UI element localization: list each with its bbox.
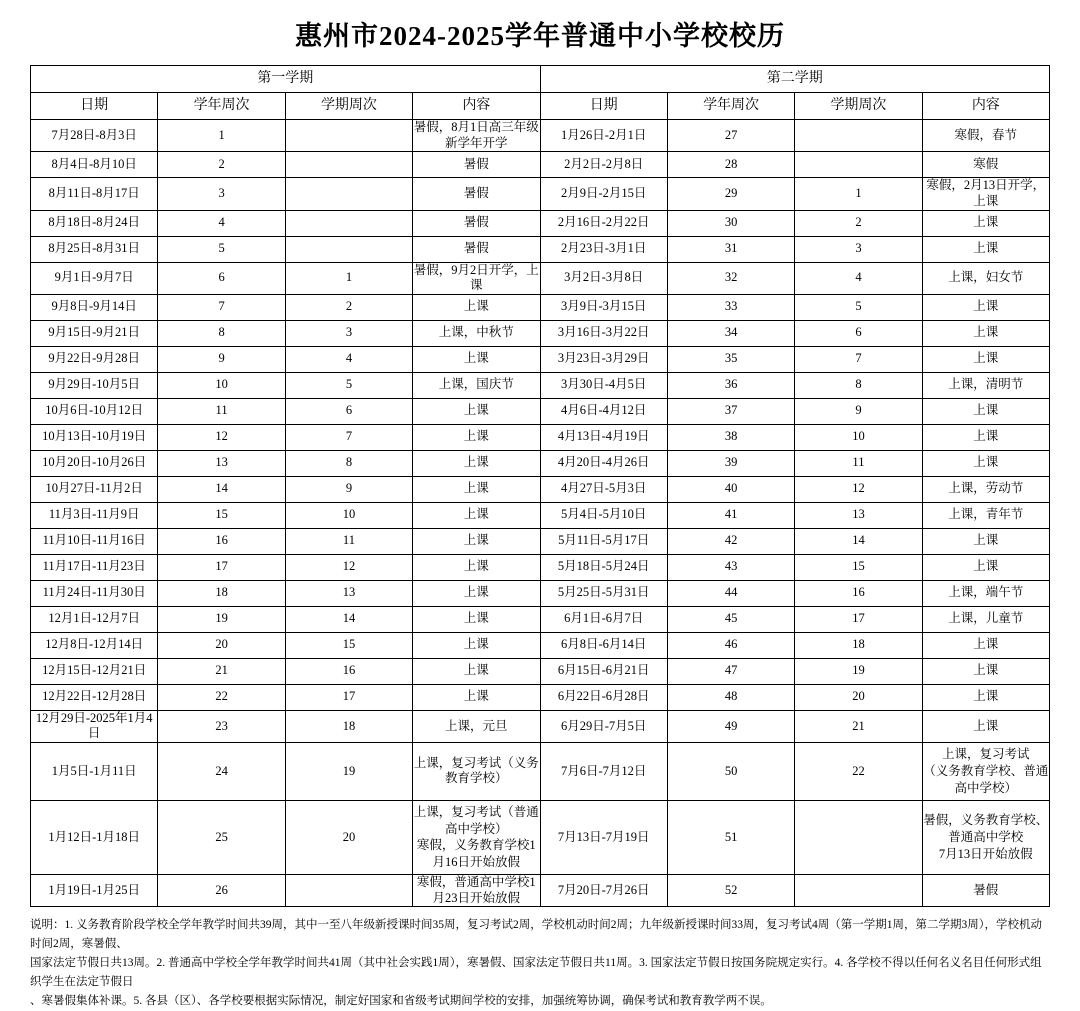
- cell-term-week-s2: 16: [795, 580, 922, 606]
- cell-term-week-s2: 1: [795, 178, 922, 210]
- cell-school-week-s1: 9: [158, 346, 285, 372]
- cell-date-s1: 9月22日-9月28日: [31, 346, 158, 372]
- cell-date-s2: 7月20日-7月26日: [540, 875, 667, 907]
- cell-date-s1: 10月13日-10月19日: [31, 424, 158, 450]
- cell-date-s1: 9月15日-9月21日: [31, 320, 158, 346]
- cell-content-s1: [413, 800, 540, 875]
- cell-date-s2: 4月6日-4月12日: [540, 398, 667, 424]
- cell-school-week-s1: 22: [158, 684, 285, 710]
- cell-school-week-s1: 21: [158, 658, 285, 684]
- cell-term-week-s2: 22: [795, 743, 922, 801]
- table-row: [31, 743, 1050, 801]
- cell-content-s1: 暑假: [413, 236, 540, 262]
- cell-term-week-s1: 17: [285, 684, 412, 710]
- cell-content-s2: 上课: [922, 710, 1049, 742]
- cell-content-s2-line2: 7月13日开始放假: [938, 846, 1033, 861]
- col-header-school-week-s1: 学年周次: [158, 93, 285, 120]
- cell-date-s2: 2月23日-3月1日: [540, 236, 667, 262]
- cell-term-week-s2: 4: [795, 262, 922, 294]
- table-row: [31, 800, 1050, 875]
- footnote-line-2: 国家法定节假日共13周。2. 普通高中学校全学年教学时间共41周（其中社会实践1周），寒暑假、国家法定节假日共11周。3. 国家法定节假日按国务院规定实行。4. 各学校不得以任何名义名目任何形式组织学生在法定节假日: [30, 957, 1042, 989]
- footnote-line-3: 、寒暑假集体补课。5. 各县（区）、各学校要根据实际情况，制定好国家和省级考试期间学校的安排，加强统筹协调，确保考试和教育教学两不误。: [30, 995, 772, 1008]
- cell-school-week-s2: 30: [667, 210, 794, 236]
- cell-date-s2: 3月30日-4月5日: [540, 372, 667, 398]
- cell-content-s1: 上课，中秋节: [413, 320, 540, 346]
- cell-school-week-s2: 44: [667, 580, 794, 606]
- cell-term-week-s2: [795, 875, 922, 907]
- semester-1-header: 第一学期: [31, 66, 541, 93]
- cell-school-week-s2: 40: [667, 476, 794, 502]
- cell-term-week-s2: 15: [795, 554, 922, 580]
- table-row: [31, 236, 1050, 262]
- cell-date-s2: 6月22日-6月28日: [540, 684, 667, 710]
- cell-date-s2: 2月2日-2月8日: [540, 152, 667, 178]
- cell-school-week-s2: 31: [667, 236, 794, 262]
- cell-term-week-s1: 12: [285, 554, 412, 580]
- column-header-row: [31, 93, 1050, 120]
- cell-content-s1: 上课: [413, 658, 540, 684]
- cell-content-s1: 上课: [413, 528, 540, 554]
- cell-term-week-s1: [285, 152, 412, 178]
- cell-content-s1: 上课，国庆节: [413, 372, 540, 398]
- col-header-term-week-s1: 学期周次: [285, 93, 412, 120]
- cell-content-s1-line1: 上课，复习考试（普通高中学校）: [413, 804, 539, 836]
- cell-date-s2: 6月29日-7月5日: [540, 710, 667, 742]
- cell-content-s2: 上课: [922, 294, 1049, 320]
- cell-school-week-s1: 19: [158, 606, 285, 632]
- cell-school-week-s1: 4: [158, 210, 285, 236]
- table-row: [31, 294, 1050, 320]
- table-row: [31, 346, 1050, 372]
- page-title: 惠州市2024-2025学年普通中小学校校历: [295, 21, 785, 51]
- cell-school-week-s2: 49: [667, 710, 794, 742]
- cell-school-week-s1: 5: [158, 236, 285, 262]
- table-header: [31, 66, 1050, 120]
- cell-school-week-s2: 50: [667, 743, 794, 801]
- cell-date-s2: 5月18日-5月24日: [540, 554, 667, 580]
- cell-term-week-s2: [795, 800, 922, 875]
- cell-term-week-s1: 15: [285, 632, 412, 658]
- cell-content-s1: 暑假: [413, 210, 540, 236]
- cell-school-week-s1: 11: [158, 398, 285, 424]
- col-header-content-s1: 内容: [413, 93, 540, 120]
- cell-school-week-s1: 15: [158, 502, 285, 528]
- cell-date-s1: 12月15日-12月21日: [31, 658, 158, 684]
- cell-school-week-s2: 42: [667, 528, 794, 554]
- cell-term-week-s1: 1: [285, 262, 412, 294]
- cell-content-s1: 上课: [413, 294, 540, 320]
- cell-school-week-s2: 47: [667, 658, 794, 684]
- cell-school-week-s1: 7: [158, 294, 285, 320]
- cell-school-week-s1: 26: [158, 875, 285, 907]
- cell-school-week-s2: 33: [667, 294, 794, 320]
- cell-school-week-s2: 37: [667, 398, 794, 424]
- table-row: [31, 580, 1050, 606]
- cell-term-week-s1: 4: [285, 346, 412, 372]
- cell-date-s2: 5月11日-5月17日: [540, 528, 667, 554]
- cell-school-week-s1: 20: [158, 632, 285, 658]
- cell-school-week-s2: 51: [667, 800, 794, 875]
- cell-date-s1: 8月11日-8月17日: [31, 178, 158, 210]
- table-row: [31, 502, 1050, 528]
- cell-content-s2-line1: 暑假，义务教育学校、普通高中学校: [923, 813, 1049, 844]
- cell-date-s1: 10月27日-11月2日: [31, 476, 158, 502]
- table-row: [31, 658, 1050, 684]
- cell-content-s1: 暑假: [413, 152, 540, 178]
- table-row: [31, 554, 1050, 580]
- table-row: [31, 606, 1050, 632]
- cell-term-week-s2: 8: [795, 372, 922, 398]
- cell-school-week-s2: 34: [667, 320, 794, 346]
- cell-date-s2: 4月20日-4月26日: [540, 450, 667, 476]
- cell-date-s2: 7月13日-7月19日: [540, 800, 667, 875]
- cell-date-s1: 9月29日-10月5日: [31, 372, 158, 398]
- cell-content-s1: 上课: [413, 632, 540, 658]
- cell-school-week-s1: 23: [158, 710, 285, 742]
- cell-date-s2: 2月16日-2月22日: [540, 210, 667, 236]
- cell-content-s1: 上课: [413, 398, 540, 424]
- table-row: [31, 210, 1050, 236]
- cell-school-week-s1: 17: [158, 554, 285, 580]
- cell-date-s2: 2月9日-2月15日: [540, 178, 667, 210]
- cell-date-s1: 11月17日-11月23日: [31, 554, 158, 580]
- cell-term-week-s2: 17: [795, 606, 922, 632]
- cell-date-s2: 4月27日-5月3日: [540, 476, 667, 502]
- cell-date-s1: 8月18日-8月24日: [31, 210, 158, 236]
- cell-content-s1: 上课: [413, 346, 540, 372]
- table-row: [31, 632, 1050, 658]
- cell-content-s1: 寒假，普通高中学校1月23日开始放假: [413, 875, 540, 907]
- cell-content-s1: 上课: [413, 684, 540, 710]
- cell-content-s1: 上课: [413, 476, 540, 502]
- cell-date-s1: 12月1日-12月7日: [31, 606, 158, 632]
- cell-term-week-s1: 5: [285, 372, 412, 398]
- cell-term-week-s1: [285, 120, 412, 152]
- cell-date-s1: 11月10日-11月16日: [31, 528, 158, 554]
- cell-term-week-s2: 7: [795, 346, 922, 372]
- cell-content-s2: 上课，儿童节: [922, 606, 1049, 632]
- cell-school-week-s1: 10: [158, 372, 285, 398]
- table-body: [31, 120, 1050, 907]
- cell-term-week-s1: 9: [285, 476, 412, 502]
- cell-term-week-s1: 20: [285, 800, 412, 875]
- cell-term-week-s2: 9: [795, 398, 922, 424]
- cell-term-week-s1: 3: [285, 320, 412, 346]
- cell-term-week-s1: 18: [285, 710, 412, 742]
- table-row: [31, 262, 1050, 294]
- cell-school-week-s2: 29: [667, 178, 794, 210]
- cell-date-s1: 12月29日-2025年1月4日: [31, 710, 158, 742]
- cell-content-s1: 暑假，9月2日开学，上课: [413, 262, 540, 294]
- cell-content-s2: 上课，劳动节: [922, 476, 1049, 502]
- cell-content-s1: 暑假，8月1日高三年级新学年开学: [413, 120, 540, 152]
- footnote-line-1: 说明：1. 义务教育阶段学校全学年教学时间共39周，其中一至八年级新授课时间35周，复习考试2周，学校机动时间2周；九年级新授课时间33周，复习考试4周（第一学期1周，第二学期3周），学校机动时间2周，寒暑假、: [30, 919, 1042, 951]
- cell-term-week-s2: 21: [795, 710, 922, 742]
- cell-school-week-s1: 25: [158, 800, 285, 875]
- cell-term-week-s2: 11: [795, 450, 922, 476]
- cell-date-s2: 6月15日-6月21日: [540, 658, 667, 684]
- cell-content-s2: 上课: [922, 658, 1049, 684]
- cell-school-week-s2: 38: [667, 424, 794, 450]
- cell-term-week-s1: [285, 875, 412, 907]
- cell-term-week-s2: 12: [795, 476, 922, 502]
- cell-school-week-s1: 1: [158, 120, 285, 152]
- cell-date-s1: 11月24日-11月30日: [31, 580, 158, 606]
- cell-date-s2: 3月16日-3月22日: [540, 320, 667, 346]
- cell-school-week-s2: 48: [667, 684, 794, 710]
- cell-content-s1: 上课，复习考试（义务教育学校）: [413, 743, 540, 801]
- cell-date-s2: 1月26日-2月1日: [540, 120, 667, 152]
- cell-content-s2: 寒假，春节: [922, 120, 1049, 152]
- cell-content-s2: [922, 743, 1049, 801]
- table-row: [31, 152, 1050, 178]
- cell-school-week-s2: 35: [667, 346, 794, 372]
- cell-content-s1-line2: 寒假，义务教育学校1月16日开始放假: [416, 838, 536, 870]
- cell-content-s2-line2: （义务教育学校、普通高中学校）: [923, 763, 1049, 795]
- cell-school-week-s1: 16: [158, 528, 285, 554]
- cell-term-week-s2: 14: [795, 528, 922, 554]
- cell-content-s2: 上课: [922, 528, 1049, 554]
- cell-content-s2: 上课: [922, 424, 1049, 450]
- cell-date-s1: 11月3日-11月9日: [31, 502, 158, 528]
- table-row: [31, 320, 1050, 346]
- cell-content-s1: 上课: [413, 450, 540, 476]
- cell-date-s1: 1月19日-1月25日: [31, 875, 158, 907]
- cell-term-week-s2: 2: [795, 210, 922, 236]
- cell-school-week-s1: 12: [158, 424, 285, 450]
- cell-term-week-s1: 7: [285, 424, 412, 450]
- cell-date-s1: 1月5日-1月11日: [31, 743, 158, 801]
- table-row: [31, 398, 1050, 424]
- cell-content-s2: 上课: [922, 684, 1049, 710]
- cell-school-week-s2: 43: [667, 554, 794, 580]
- cell-content-s2: 上课: [922, 346, 1049, 372]
- cell-school-week-s2: 28: [667, 152, 794, 178]
- table-row: [31, 120, 1050, 152]
- table-row: [31, 875, 1050, 907]
- semester-2-header: 第二学期: [540, 66, 1050, 93]
- table-row: [31, 528, 1050, 554]
- cell-term-week-s1: 16: [285, 658, 412, 684]
- cell-term-week-s1: 11: [285, 528, 412, 554]
- cell-content-s2: 寒假，2月13日开学，上课: [922, 178, 1049, 210]
- table-row: [31, 450, 1050, 476]
- semester-header-row: [31, 66, 1050, 93]
- cell-school-week-s2: 41: [667, 502, 794, 528]
- cell-date-s1: 12月22日-12月28日: [31, 684, 158, 710]
- cell-content-s2: 上课，妇女节: [922, 262, 1049, 294]
- cell-date-s1: 8月25日-8月31日: [31, 236, 158, 262]
- cell-content-s2: 上课，端午节: [922, 580, 1049, 606]
- cell-content-s2: 上课: [922, 398, 1049, 424]
- cell-content-s1: 上课: [413, 502, 540, 528]
- table-row: [31, 476, 1050, 502]
- cell-school-week-s2: 52: [667, 875, 794, 907]
- cell-content-s2-line1: 上课，复习考试: [942, 747, 1030, 761]
- cell-content-s1: 上课，元旦: [413, 710, 540, 742]
- cell-content-s2: 暑假: [922, 875, 1049, 907]
- cell-term-week-s1: 14: [285, 606, 412, 632]
- school-calendar-table: [30, 65, 1050, 907]
- cell-date-s1: 9月8日-9月14日: [31, 294, 158, 320]
- cell-content-s1: 上课: [413, 606, 540, 632]
- cell-content-s2: 寒假: [922, 152, 1049, 178]
- cell-content-s1: 暑假: [413, 178, 540, 210]
- cell-content-s2: 上课: [922, 210, 1049, 236]
- cell-date-s1: 10月20日-10月26日: [31, 450, 158, 476]
- cell-term-week-s2: 6: [795, 320, 922, 346]
- cell-date-s2: 7月6日-7月12日: [540, 743, 667, 801]
- cell-term-week-s2: [795, 152, 922, 178]
- cell-term-week-s1: [285, 210, 412, 236]
- cell-term-week-s1: 10: [285, 502, 412, 528]
- col-header-date-s1: 日期: [31, 93, 158, 120]
- cell-school-week-s1: 13: [158, 450, 285, 476]
- cell-content-s2: 上课: [922, 236, 1049, 262]
- cell-content-s2: 上课: [922, 320, 1049, 346]
- cell-date-s1: 9月1日-9月7日: [31, 262, 158, 294]
- cell-date-s2: 6月8日-6月14日: [540, 632, 667, 658]
- cell-term-week-s1: 8: [285, 450, 412, 476]
- cell-school-week-s2: 36: [667, 372, 794, 398]
- cell-date-s2: 6月1日-6月7日: [540, 606, 667, 632]
- cell-school-week-s1: 8: [158, 320, 285, 346]
- cell-term-week-s2: 10: [795, 424, 922, 450]
- cell-content-s2: 上课: [922, 450, 1049, 476]
- table-row: [31, 710, 1050, 742]
- cell-date-s1: 10月6日-10月12日: [31, 398, 158, 424]
- cell-school-week-s1: 6: [158, 262, 285, 294]
- cell-school-week-s2: 39: [667, 450, 794, 476]
- cell-school-week-s2: 27: [667, 120, 794, 152]
- cell-date-s1: 1月12日-1月18日: [31, 800, 158, 875]
- cell-content-s1: 上课: [413, 554, 540, 580]
- cell-term-week-s1: 6: [285, 398, 412, 424]
- cell-date-s1: 12月8日-12月14日: [31, 632, 158, 658]
- footnote: [30, 916, 1050, 1011]
- cell-term-week-s2: 20: [795, 684, 922, 710]
- cell-content-s2: 上课，青年节: [922, 502, 1049, 528]
- table-row: [31, 424, 1050, 450]
- col-header-school-week-s2: 学年周次: [667, 93, 794, 120]
- table-row: [31, 684, 1050, 710]
- cell-school-week-s2: 45: [667, 606, 794, 632]
- cell-date-s1: 7月28日-8月3日: [31, 120, 158, 152]
- cell-school-week-s2: 32: [667, 262, 794, 294]
- col-header-date-s2: 日期: [540, 93, 667, 120]
- table-row: [31, 178, 1050, 210]
- cell-date-s1: 8月4日-8月10日: [31, 152, 158, 178]
- cell-date-s2: 4月13日-4月19日: [540, 424, 667, 450]
- cell-date-s2: 3月9日-3月15日: [540, 294, 667, 320]
- cell-term-week-s1: [285, 236, 412, 262]
- cell-term-week-s2: 3: [795, 236, 922, 262]
- col-header-content-s2: 内容: [922, 93, 1049, 120]
- cell-content-s1: 上课: [413, 580, 540, 606]
- cell-term-week-s1: 2: [285, 294, 412, 320]
- cell-term-week-s2: 13: [795, 502, 922, 528]
- cell-term-week-s2: 5: [795, 294, 922, 320]
- cell-term-week-s1: 13: [285, 580, 412, 606]
- cell-school-week-s1: 3: [158, 178, 285, 210]
- cell-date-s2: 3月2日-3月8日: [540, 262, 667, 294]
- cell-content-s1: 上课: [413, 424, 540, 450]
- cell-date-s2: 5月25日-5月31日: [540, 580, 667, 606]
- cell-school-week-s2: 46: [667, 632, 794, 658]
- cell-date-s2: 3月23日-3月29日: [540, 346, 667, 372]
- cell-school-week-s1: 24: [158, 743, 285, 801]
- cell-content-s2: 上课: [922, 632, 1049, 658]
- cell-term-week-s2: 19: [795, 658, 922, 684]
- cell-content-s2: [922, 800, 1049, 875]
- cell-term-week-s2: 18: [795, 632, 922, 658]
- table-row: [31, 372, 1050, 398]
- cell-content-s2: 上课，清明节: [922, 372, 1049, 398]
- cell-school-week-s1: 2: [158, 152, 285, 178]
- cell-term-week-s1: [285, 178, 412, 210]
- cell-school-week-s1: 18: [158, 580, 285, 606]
- cell-term-week-s1: 19: [285, 743, 412, 801]
- cell-school-week-s1: 14: [158, 476, 285, 502]
- cell-content-s2: 上课: [922, 554, 1049, 580]
- cell-term-week-s2: [795, 120, 922, 152]
- col-header-term-week-s2: 学期周次: [795, 93, 922, 120]
- cell-date-s2: 5月4日-5月10日: [540, 502, 667, 528]
